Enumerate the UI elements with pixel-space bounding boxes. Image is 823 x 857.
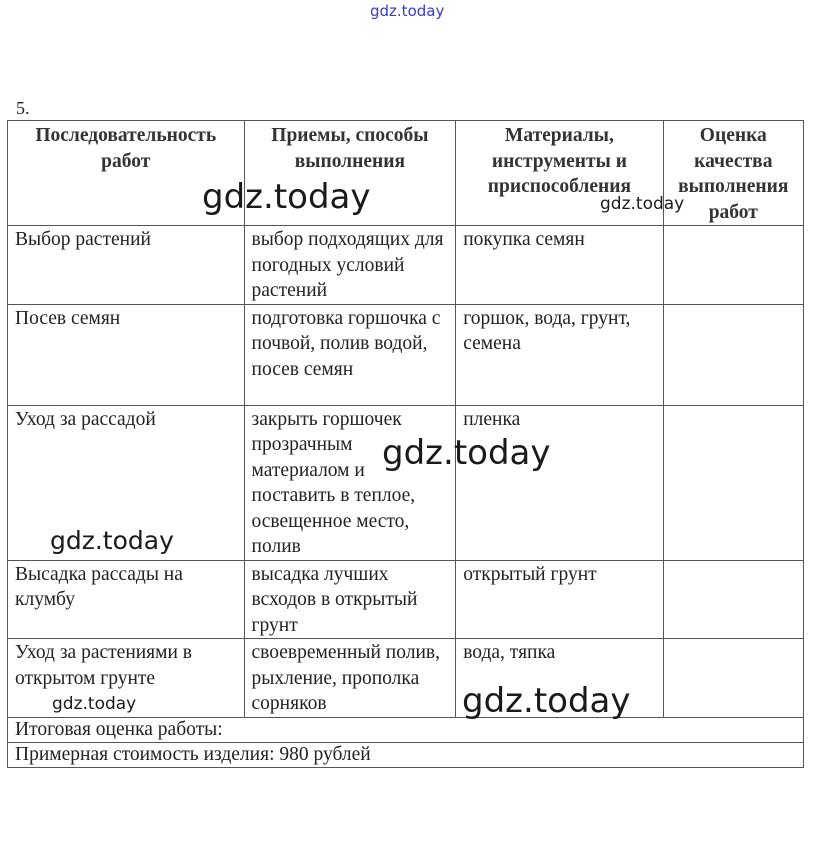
table-cell: закрыть горшочек прозрачным материалом и поставить в теплое, освещенное место, полив [244,405,456,560]
summary-row-cost [8,742,804,767]
task-number: 5. [16,98,30,118]
header-cell-sequence: Последовательность работ [8,121,245,226]
table-cell: Уход за рассадой [8,405,245,560]
table-cell: высадка лучших всходов в открытый грунт [244,560,456,639]
table-cell: вода, тяпка [456,639,663,718]
watermark-2: gdz.today [600,194,685,214]
watermark-4: gdz.today [50,526,174,555]
watermark-1: gdz.today [202,177,371,217]
watermark-3: gdz.today [382,433,551,473]
header-cell-quality: Оценка качества выполнения работ [663,121,803,226]
table-cell: выбор подходящих для погодных условий растений [244,226,456,305]
table-cell: Высадка рассады на клумбу [8,560,245,639]
table-cell: горшок, вода, грунт, семена [456,304,663,405]
summary-cell: Итоговая оценка работы: [8,717,804,742]
table-row [8,560,804,639]
table-cell: Посев семян [8,304,245,405]
table-cell [663,226,803,305]
table-row [8,226,804,305]
watermark-top: gdz.today [370,2,445,20]
table-cell: Уход за растениями в открытом грунте [8,639,245,718]
table-cell [663,639,803,718]
header-cell-methods: Приемы, способы выполнения [244,121,456,226]
table-cell: покупка семян [456,226,663,305]
watermark-5: gdz.today [462,681,631,721]
table-cell [663,304,803,405]
table-cell: открытый грунт [456,560,663,639]
table-cell [663,405,803,560]
table-cell: своевременный полив, рыхление, прополка сорняков [244,639,456,718]
table-cell: подготовка горшочка с почвой, полив водой, посев семян [244,304,456,405]
header-cell-materials: Материалы, инструменты и приспособления [456,121,663,226]
table-cell [663,560,803,639]
watermark-6: gdz.today [52,694,137,714]
table-cell: Выбор растений [8,226,245,305]
summary-row-total-grade [8,717,804,742]
table-row [8,304,804,405]
summary-cell: Примерная стоимость изделия: 980 рублей [8,742,804,767]
table-cell: пленка [456,405,663,560]
